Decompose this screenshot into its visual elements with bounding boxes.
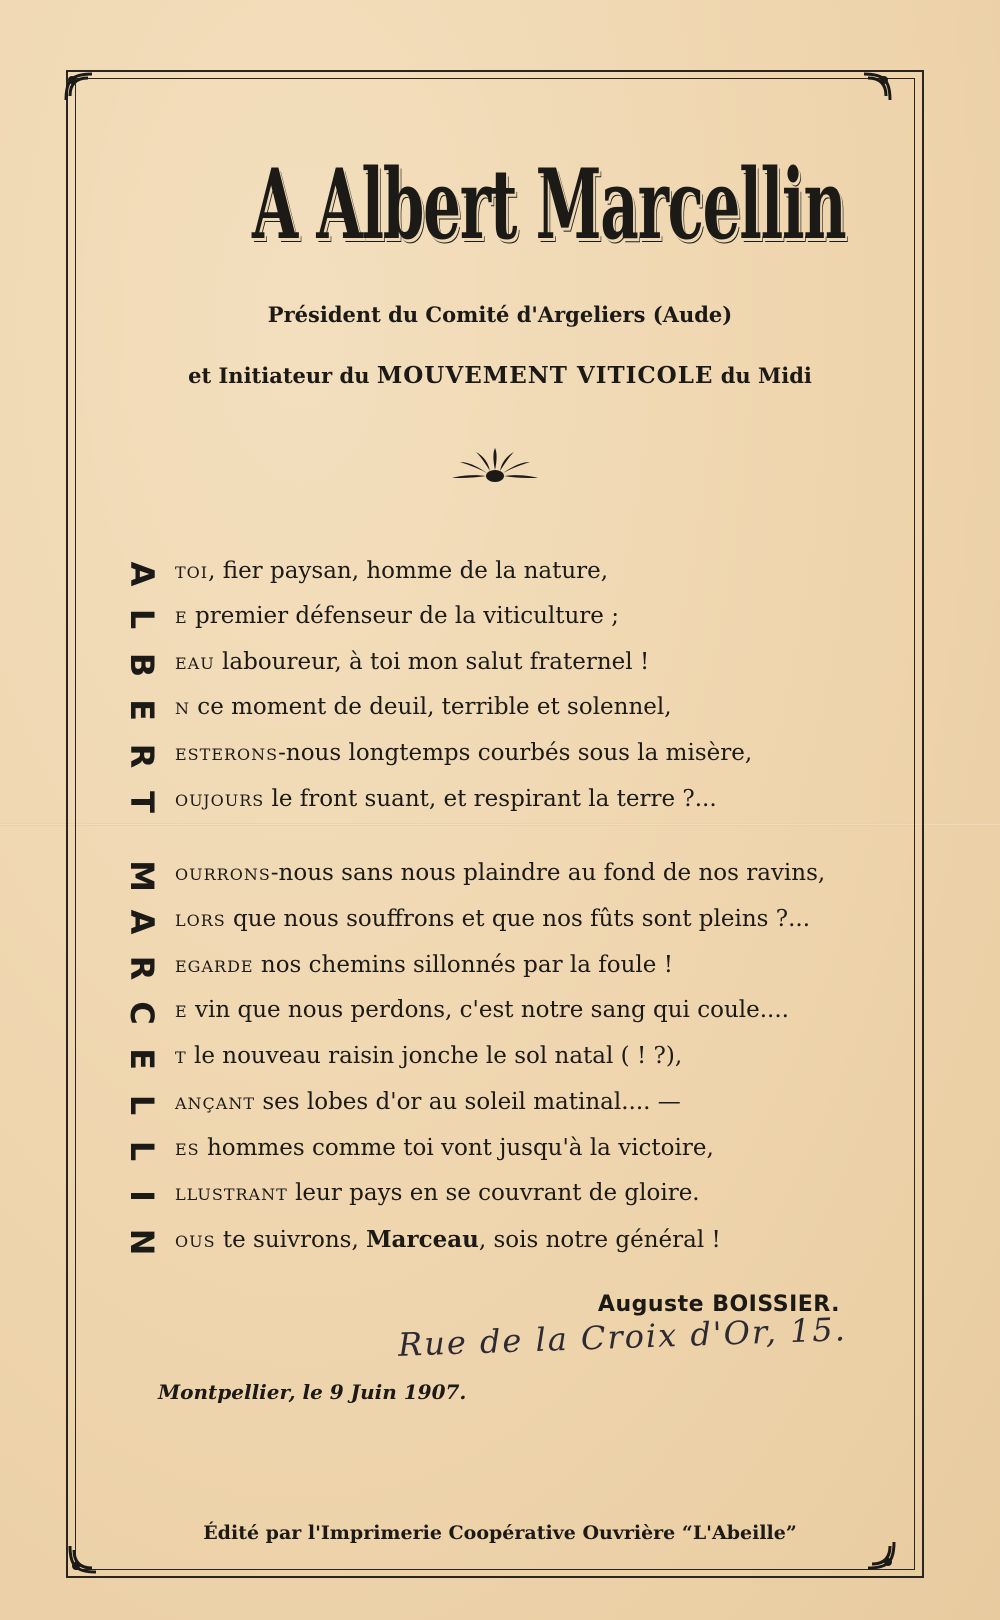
acrostic-letter: E — [123, 699, 161, 721]
subtitle-initiator-before: et Initiateur du — [188, 363, 370, 388]
corner-ornament-top-left — [62, 70, 98, 106]
acrostic-letter: C — [123, 1001, 161, 1025]
corner-ornament-top-right — [858, 70, 894, 106]
acrostic-letter: B — [123, 652, 161, 678]
poem-line: LORS que nous souffrons et que nos fûts sont pleins ?... — [175, 906, 811, 932]
acrostic-letter: L — [123, 608, 161, 630]
poem-line: OURRONS-nous sans nous plaindre au fond de nos ravins, — [175, 860, 826, 886]
printer-credit: Édité par l'Imprimerie Coopérative Ouvrière “L'Abeille” — [203, 1522, 797, 1544]
poem-line: EAU laboureur, à toi mon salut fraternel ! — [175, 649, 650, 675]
poem-line: OUS te suivrons, Marceau, sois notre général ! — [175, 1226, 721, 1253]
acrostic-letter: T — [123, 791, 161, 813]
acrostic-letter: R — [123, 743, 161, 769]
page-title: A Albert Marcellin — [252, 148, 846, 261]
acrostic-letter: N — [123, 1228, 161, 1256]
poem-line: E premier défenseur de la viticulture ; — [175, 603, 619, 629]
acrostic-letter: L — [123, 1094, 161, 1116]
poem-line: E vin que nous perdons, c'est notre sang qui coule.... — [175, 997, 789, 1023]
poem-line: N ce moment de deuil, terrible et solennel, — [175, 694, 672, 720]
author-signature: Auguste BOISSIER. — [597, 1292, 840, 1317]
handwritten-address: Rue de la Croix d'Or, 15. — [397, 1310, 848, 1364]
poem-line: OUJOURS le front suant, et respirant la terre ?... — [175, 786, 717, 812]
acrostic-letter: I — [123, 1190, 161, 1202]
poem-line: EGARDE nos chemins sillonnés par la foule ! — [175, 952, 673, 978]
acrostic-letter: A — [123, 561, 161, 587]
subtitle-initiator — [100, 362, 900, 389]
poem-line: ES hommes comme toi vont jusqu'à la victoire, — [175, 1135, 714, 1161]
acrostic-letter: R — [123, 955, 161, 981]
subtitle-president: Président du Comité d'Argeliers (Aude) — [267, 302, 733, 327]
subtitle-initiator-after: du Midi — [720, 363, 812, 388]
subtitle-initiator-emphasis: MOUVEMENT VITICOLE — [376, 362, 714, 389]
acrostic-letter: E — [123, 1048, 161, 1070]
poem-line: ESTERONS-nous longtemps courbés sous la misère, — [175, 740, 753, 766]
acrostic-letter: L — [123, 1140, 161, 1162]
acrostic-letter: M — [123, 860, 161, 892]
corner-ornament-bottom-left — [66, 1540, 102, 1576]
place-date: Montpellier, le 9 Juin 1907. — [158, 1380, 467, 1404]
poem-line: T le nouveau raisin jonche le sol natal ( ! ?), — [175, 1043, 683, 1069]
poem-line: LLUSTRANT leur pays en se couvrant de gloire. — [175, 1180, 700, 1206]
acrostic-letter: A — [123, 909, 161, 935]
flower-ornament-icon — [448, 446, 543, 488]
poem-line: TOI, fier paysan, homme de la nature, — [175, 558, 609, 584]
poem-line: ANÇANT ses lobes d'or au soleil matinal.... — — [175, 1089, 681, 1115]
